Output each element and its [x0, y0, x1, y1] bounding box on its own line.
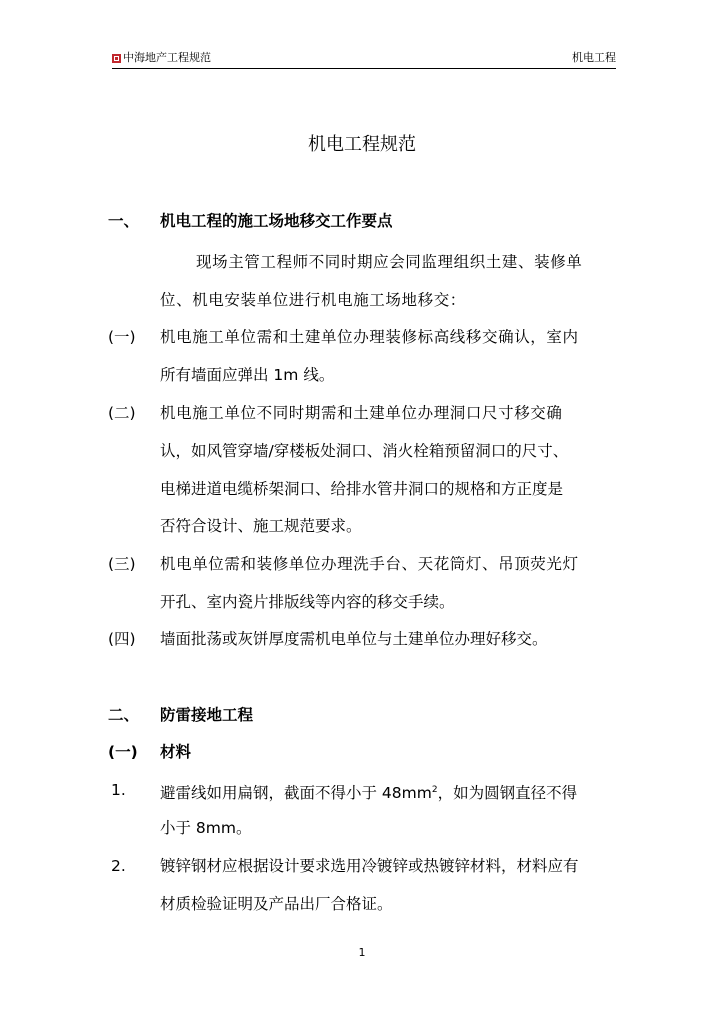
section-1-intro-line-1: 现场主管工程师不同时期应会同监理组织土建、装修单: [196, 253, 583, 271]
material-item-1-text-a: 避雷线如用扁钢，截面不得小于 48mm: [160, 784, 432, 803]
header-company-title: 中海地产工程规范: [123, 51, 211, 64]
material-item-1-number: 1.: [111, 781, 126, 799]
item-1-number: (一): [108, 328, 136, 346]
item-2-line-2: 认，如风管穿墙/穿楼板处洞口、消火栓箱预留洞口的尺寸、: [160, 442, 569, 460]
item-2-line-4: 否符合设计、施工规范要求。: [160, 517, 362, 535]
page-header: [112, 50, 616, 69]
superscript-2: 2: [431, 785, 438, 795]
material-item-2-number: 2.: [111, 857, 126, 875]
section-2-heading: 防雷接地工程: [160, 706, 254, 724]
item-2-number: (二): [108, 404, 136, 422]
subsection-number: (一): [108, 743, 138, 761]
header-section-title: 机电工程: [572, 51, 616, 64]
section-1-intro-line-2: 位、机电安装单位进行机电施工场地移交：: [160, 291, 466, 309]
item-2-line-1: 机电施工单位不同时期需和土建单位办理洞口尺寸移交确: [160, 404, 563, 422]
item-4-number: (四): [108, 630, 136, 648]
material-item-2-line-1: 镀锌钢材应根据设计要求选用冷镀锌或热镀锌材料，材料应有: [160, 857, 579, 875]
header-left: [112, 50, 211, 66]
item-3-number: (三): [108, 555, 136, 573]
company-logo-icon: [112, 54, 121, 63]
section-1-number: 一、: [108, 212, 140, 230]
material-item-1-text-b: ，如为圆钢直径不得: [437, 784, 578, 803]
page-number: 1: [358, 946, 366, 959]
section-1-heading: 机电工程的施工场地移交工作要点: [160, 212, 393, 230]
material-item-1-line-1: [160, 780, 577, 803]
subsection-heading: 材料: [160, 743, 192, 761]
item-4-line-1: 墙面批荡或灰饼厚度需机电单位与土建单位办理好移交。: [160, 630, 548, 648]
item-3-line-1: 机电单位需和装修单位办理洗手台、天花筒灯、吊顶荧光灯: [160, 555, 579, 573]
item-1-line-2: 所有墙面应弹出 1m 线。: [160, 366, 335, 384]
document-title: 机电工程规范: [308, 134, 416, 155]
material-item-2-line-2: 材质检验证明及产品出厂合格证。: [160, 895, 393, 913]
item-2-line-3: 电梯进道电缆桥架洞口、给排水管井洞口的规格和方正度是: [160, 480, 564, 498]
item-1-line-1: 机电施工单位需和土建单位办理装修标高线移交确认，室内: [160, 328, 579, 346]
material-item-1-line-2: 小于 8mm。: [160, 819, 252, 837]
item-3-line-2: 开孔、室内瓷片排版线等内容的移交手续。: [160, 593, 455, 611]
section-2-number: 二、: [108, 706, 140, 724]
